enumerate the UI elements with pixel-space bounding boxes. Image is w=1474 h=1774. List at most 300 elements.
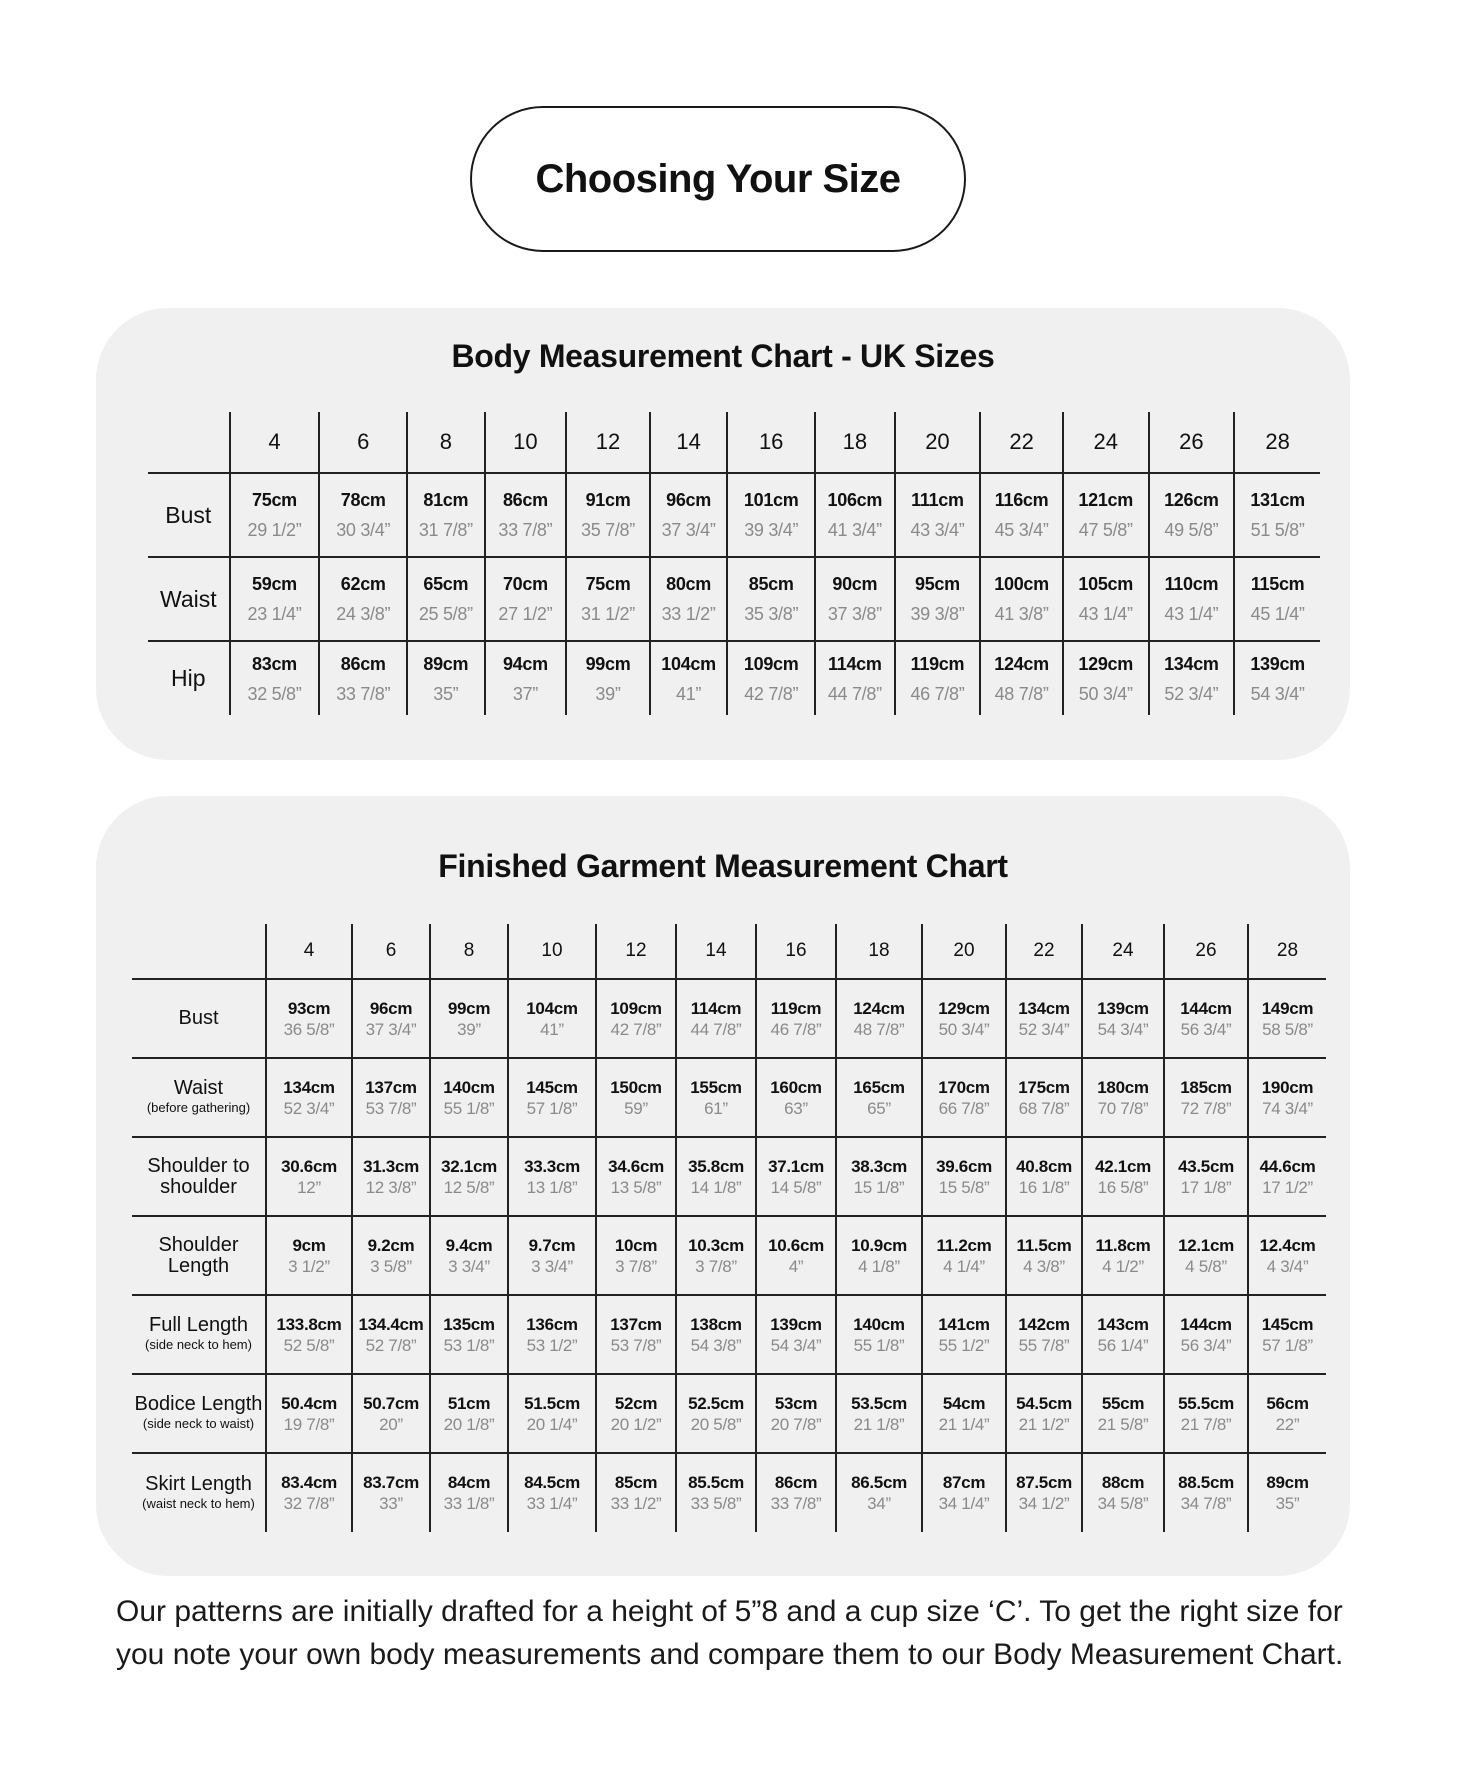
inch-value: 21 5/8” xyxy=(1097,1414,1149,1434)
inch-value: 33 7/8” xyxy=(336,683,391,704)
measurement-cell xyxy=(1063,641,1149,715)
cm-value: 35.8cm xyxy=(688,1156,744,1176)
measurement-cell xyxy=(815,641,895,715)
cm-value: 105cm xyxy=(1078,574,1133,594)
measurement-cell xyxy=(1082,1295,1164,1374)
table-row xyxy=(132,1216,1326,1295)
cm-value: 56cm xyxy=(1266,1393,1309,1413)
garment-measurement-table xyxy=(132,924,1326,1532)
inch-value: 61” xyxy=(704,1098,728,1118)
measurement-cell xyxy=(1164,1295,1248,1374)
cm-value: 96cm xyxy=(369,998,413,1018)
measurement-cell xyxy=(815,557,895,641)
inch-value: 3 3/4” xyxy=(531,1256,573,1276)
measurement-cell xyxy=(1248,1453,1326,1532)
size-header: 14 xyxy=(650,412,728,473)
cm-value: 116cm xyxy=(994,490,1049,510)
cm-value: 150cm xyxy=(610,1077,662,1097)
row-label xyxy=(132,1453,266,1532)
measurement-cell xyxy=(266,979,352,1058)
measurement-cell xyxy=(319,641,407,715)
measurement-cell xyxy=(1248,1374,1326,1453)
body-measurement-table xyxy=(148,412,1320,715)
measurement-cell xyxy=(352,979,430,1058)
table-row xyxy=(132,1453,1326,1532)
cm-value: 99cm xyxy=(585,653,631,674)
cm-value: 110cm xyxy=(1164,574,1219,594)
inch-value: 20 1/8” xyxy=(443,1414,495,1434)
measurement-cell xyxy=(352,1058,430,1137)
size-header: 28 xyxy=(1234,412,1320,473)
table-corner-cell xyxy=(132,924,266,979)
measurement-cell xyxy=(430,1295,508,1374)
cm-value: 139cm xyxy=(770,1314,822,1334)
measurement-cell xyxy=(230,557,320,641)
inch-value: 20 1/2” xyxy=(610,1414,662,1434)
measurement-cell xyxy=(836,1137,922,1216)
size-header: 12 xyxy=(566,412,650,473)
inch-value: 14 1/8” xyxy=(690,1177,742,1197)
measurement-cell xyxy=(430,1453,508,1532)
measurement-cell xyxy=(1063,473,1149,557)
measurement-cell xyxy=(1248,1137,1326,1216)
cm-value: 38.3cm xyxy=(851,1156,907,1176)
cm-value: 138cm xyxy=(690,1314,742,1334)
inch-value: 72 7/8” xyxy=(1180,1098,1232,1118)
cm-value: 50.4cm xyxy=(281,1393,337,1413)
size-header: 18 xyxy=(836,924,922,979)
cm-value: 55cm xyxy=(1101,1393,1145,1413)
inch-value: 36 5/8” xyxy=(283,1019,335,1039)
inch-value: 16 5/8” xyxy=(1097,1177,1149,1197)
measurement-cell xyxy=(352,1137,430,1216)
inch-value: 46 7/8” xyxy=(770,1019,822,1039)
cm-value: 124cm xyxy=(994,653,1049,674)
inch-value: 53 7/8” xyxy=(365,1098,417,1118)
cm-value: 119cm xyxy=(910,653,965,674)
cm-value: 85.5cm xyxy=(688,1473,744,1492)
measurement-cell xyxy=(836,1453,922,1532)
inch-value: 58 5/8” xyxy=(1262,1019,1313,1039)
size-header: 18 xyxy=(815,412,895,473)
cm-value: 87cm xyxy=(942,1473,986,1492)
inch-value: 42 7/8” xyxy=(744,683,799,704)
size-header: 24 xyxy=(1063,412,1149,473)
inch-value: 13 1/8” xyxy=(526,1177,578,1197)
cm-value: 134cm xyxy=(1164,653,1219,674)
measurement-cell xyxy=(836,1058,922,1137)
measurement-note: (side neck to hem) xyxy=(145,1337,252,1352)
measurement-cell xyxy=(1082,1453,1164,1532)
body-measurement-panel xyxy=(96,308,1350,760)
inch-value: 74 3/4” xyxy=(1262,1098,1313,1118)
measurement-cell xyxy=(836,1216,922,1295)
measurement-cell xyxy=(485,473,567,557)
inch-value: 25 5/8” xyxy=(418,604,473,624)
inch-value: 52 3/4” xyxy=(1164,683,1219,704)
inch-value: 4 3/8” xyxy=(1023,1256,1065,1276)
inch-value: 44 7/8” xyxy=(827,683,882,704)
inch-value: 43 1/4” xyxy=(1164,604,1219,624)
measurement-cell xyxy=(1164,1374,1248,1453)
measurement-cell xyxy=(266,1295,352,1374)
row-label xyxy=(132,1137,266,1216)
cm-value: 190cm xyxy=(1261,1077,1314,1097)
cm-value: 42.1cm xyxy=(1095,1156,1151,1176)
inch-value: 3 1/2” xyxy=(288,1256,330,1276)
inch-value: 39” xyxy=(457,1019,481,1039)
inch-value: 50 3/4” xyxy=(1078,683,1133,704)
cm-value: 94cm xyxy=(502,653,548,674)
measurement-cell xyxy=(1082,979,1164,1058)
cm-value: 86cm xyxy=(502,490,548,510)
cm-value: 10.6cm xyxy=(768,1235,824,1255)
inch-value: 33 7/8” xyxy=(770,1494,822,1513)
cm-value: 75cm xyxy=(252,490,297,510)
cm-value: 185cm xyxy=(1180,1077,1232,1097)
cm-value: 170cm xyxy=(938,1077,990,1097)
table-row xyxy=(132,1137,1326,1216)
measurement-cell xyxy=(756,1216,836,1295)
measurement-cell xyxy=(1006,1453,1082,1532)
cm-value: 70cm xyxy=(502,574,548,594)
cm-value: 155cm xyxy=(690,1077,742,1097)
measurement-cell xyxy=(1164,979,1248,1058)
cm-value: 9.2cm xyxy=(367,1235,415,1255)
cm-value: 11.2cm xyxy=(936,1235,992,1255)
inch-value: 32 5/8” xyxy=(247,683,302,704)
measurement-cell xyxy=(980,641,1063,715)
row-label xyxy=(132,1374,266,1453)
measurement-cell xyxy=(836,1374,922,1453)
inch-value: 54 3/4” xyxy=(1250,683,1305,704)
cm-value: 144cm xyxy=(1180,1314,1232,1334)
measurement-cell xyxy=(596,1137,676,1216)
inch-value: 39 3/8” xyxy=(910,604,965,624)
cm-value: 106cm xyxy=(827,490,883,510)
inch-value: 33 7/8” xyxy=(498,520,553,540)
size-header: 14 xyxy=(676,924,756,979)
inch-value: 54 3/4” xyxy=(1097,1019,1149,1039)
cm-value: 86.5cm xyxy=(851,1473,907,1492)
cm-value: 89cm xyxy=(1266,1473,1309,1492)
measurement-cell xyxy=(1234,557,1320,641)
cm-value: 89cm xyxy=(423,653,469,674)
measurement-cell xyxy=(508,1295,596,1374)
cm-value: 32.1cm xyxy=(441,1156,497,1176)
measurement-cell xyxy=(922,1295,1006,1374)
row-label xyxy=(132,1058,266,1137)
page-title: Choosing Your Size xyxy=(470,106,966,252)
inch-value: 4” xyxy=(788,1256,804,1276)
cm-value: 62cm xyxy=(340,574,386,594)
measurement-cell xyxy=(485,641,567,715)
measurement-cell xyxy=(566,557,650,641)
inch-value: 56 1/4” xyxy=(1097,1335,1149,1355)
cm-value: 55.5cm xyxy=(1178,1393,1234,1413)
inch-value: 31 7/8” xyxy=(418,520,473,540)
garment-measurement-panel xyxy=(96,796,1350,1576)
measurement-cell xyxy=(922,1216,1006,1295)
inch-value: 52 3/4” xyxy=(1018,1019,1070,1039)
cm-value: 119cm xyxy=(770,998,822,1018)
measurement-cell xyxy=(1006,1295,1082,1374)
size-header: 6 xyxy=(352,924,430,979)
measurement-name: Bodice Length xyxy=(134,1393,263,1415)
inch-value: 3 7/8” xyxy=(615,1256,657,1276)
inch-value: 34 1/2” xyxy=(1018,1494,1070,1513)
cm-value: 143cm xyxy=(1097,1314,1149,1334)
cm-value: 91cm xyxy=(585,490,631,510)
inch-value: 35” xyxy=(433,683,459,704)
inch-value: 17 1/8” xyxy=(1180,1177,1232,1197)
inch-value: 4 3/4” xyxy=(1266,1256,1309,1276)
inch-value: 48 7/8” xyxy=(853,1019,905,1039)
measurement-cell xyxy=(596,1453,676,1532)
measurement-cell xyxy=(895,641,981,715)
inch-value: 21 1/2” xyxy=(1018,1414,1070,1434)
size-header: 20 xyxy=(922,924,1006,979)
inch-value: 55 1/2” xyxy=(938,1335,990,1355)
measurement-cell xyxy=(980,473,1063,557)
cm-value: 9.7cm xyxy=(528,1235,576,1255)
inch-value: 34” xyxy=(867,1494,891,1513)
cm-value: 10.3cm xyxy=(688,1235,744,1255)
measurement-note: (side neck to waist) xyxy=(142,1416,255,1431)
cm-value: 44.6cm xyxy=(1259,1156,1316,1176)
row-label xyxy=(132,1295,266,1374)
measurement-cell xyxy=(1006,979,1082,1058)
cm-value: 109cm xyxy=(743,653,799,674)
measurement-cell xyxy=(266,1216,352,1295)
measurement-cell xyxy=(756,1295,836,1374)
measurement-name: Skirt Length xyxy=(145,1472,252,1495)
size-header: 20 xyxy=(895,412,981,473)
size-header: 24 xyxy=(1082,924,1164,979)
inch-value: 17 1/2” xyxy=(1262,1177,1313,1197)
measurement-cell xyxy=(1006,1058,1082,1137)
table-row xyxy=(132,1374,1326,1453)
cm-value: 126cm xyxy=(1164,490,1219,510)
measurement-cell xyxy=(407,641,485,715)
measurement-cell xyxy=(1006,1137,1082,1216)
cm-value: 85cm xyxy=(614,1473,658,1492)
inch-value: 31 1/2” xyxy=(581,604,635,624)
measurement-cell xyxy=(596,979,676,1058)
cm-value: 175cm xyxy=(1018,1077,1070,1097)
cm-value: 53cm xyxy=(774,1393,818,1413)
measurement-cell xyxy=(430,1216,508,1295)
measurement-cell xyxy=(1248,1295,1326,1374)
cm-value: 165cm xyxy=(853,1077,905,1097)
inch-value: 32 7/8” xyxy=(283,1494,335,1513)
inch-value: 55 1/8” xyxy=(443,1098,495,1118)
measurement-cell xyxy=(895,557,981,641)
inch-value: 34 1/4” xyxy=(938,1494,990,1513)
measurement-cell xyxy=(727,641,815,715)
cm-value: 109cm xyxy=(610,998,662,1018)
table-row xyxy=(132,979,1326,1058)
inch-value: 16 1/8” xyxy=(1018,1177,1070,1197)
cm-value: 90cm xyxy=(832,574,878,594)
inch-value: 20 5/8” xyxy=(690,1414,742,1434)
size-header: 26 xyxy=(1164,924,1248,979)
measurement-cell xyxy=(1234,473,1320,557)
inch-value: 51 5/8” xyxy=(1250,520,1305,540)
measurement-cell xyxy=(596,1374,676,1453)
cm-value: 83cm xyxy=(252,653,297,674)
cm-value: 51.5cm xyxy=(524,1393,580,1413)
measurement-cell xyxy=(650,473,728,557)
inch-value: 23 1/4” xyxy=(247,604,302,624)
cm-value: 139cm xyxy=(1250,653,1305,674)
size-header: 4 xyxy=(266,924,352,979)
measurement-cell xyxy=(815,473,895,557)
measurement-cell xyxy=(508,1058,596,1137)
inch-value: 4 1/8” xyxy=(858,1256,900,1276)
row-label xyxy=(132,979,266,1058)
cm-value: 34.6cm xyxy=(608,1156,664,1176)
cm-value: 145cm xyxy=(1261,1314,1314,1334)
measurement-cell xyxy=(922,1137,1006,1216)
cm-value: 133.8cm xyxy=(276,1314,342,1334)
size-header: 16 xyxy=(756,924,836,979)
sizing-note: Our patterns are initially drafted for a height of 5”8 and a cup size ‘C’. To get the right size for you note your own body measurements and compare them to our Body Measurement Chart. xyxy=(116,1595,1344,1671)
cm-value: 88cm xyxy=(1101,1473,1145,1492)
inch-value: 4 1/4” xyxy=(943,1256,985,1276)
measurement-cell xyxy=(266,1137,352,1216)
measurement-cell xyxy=(1006,1216,1082,1295)
measurement-cell xyxy=(352,1374,430,1453)
inch-value: 12” xyxy=(297,1177,321,1197)
measurement-cell xyxy=(1149,641,1235,715)
cm-value: 50.7cm xyxy=(363,1393,419,1413)
measurement-name: Full Length xyxy=(149,1314,248,1336)
inch-value: 3 7/8” xyxy=(695,1256,737,1276)
inch-value: 45 3/4” xyxy=(994,520,1049,540)
inch-value: 47 5/8” xyxy=(1078,520,1133,540)
inch-value: 33 1/2” xyxy=(610,1494,662,1513)
cm-value: 12.4cm xyxy=(1259,1235,1316,1255)
inch-value: 24 3/8” xyxy=(336,604,391,624)
cm-value: 9.4cm xyxy=(445,1235,493,1255)
measurement-cell xyxy=(430,1374,508,1453)
measurement-cell xyxy=(1234,641,1320,715)
inch-value: 54 3/4” xyxy=(770,1335,822,1355)
cm-value: 180cm xyxy=(1097,1077,1149,1097)
measurement-cell xyxy=(727,473,815,557)
size-header: 16 xyxy=(727,412,815,473)
size-header: 4 xyxy=(230,412,320,473)
cm-value: 115cm xyxy=(1250,574,1305,594)
cm-value: 88.5cm xyxy=(1178,1473,1234,1492)
inch-value: 13 5/8” xyxy=(610,1177,662,1197)
size-header: 22 xyxy=(980,412,1063,473)
inch-value: 3 3/4” xyxy=(448,1256,490,1276)
inch-value: 34 7/8” xyxy=(1180,1494,1232,1513)
cm-value: 86cm xyxy=(340,653,386,674)
inch-value: 54 3/8” xyxy=(690,1335,742,1355)
measurement-cell xyxy=(566,473,650,557)
cm-value: 137cm xyxy=(365,1077,417,1097)
measurement-cell xyxy=(266,1058,352,1137)
inch-value: 21 7/8” xyxy=(1180,1414,1232,1434)
measurement-cell xyxy=(407,557,485,641)
inch-value: 45 1/4” xyxy=(1250,604,1305,624)
inch-value: 50 3/4” xyxy=(938,1019,990,1039)
inch-value: 35 3/8” xyxy=(744,604,799,624)
table-corner-cell xyxy=(148,412,230,473)
measurement-cell xyxy=(895,473,981,557)
inch-value: 63” xyxy=(784,1098,808,1118)
inch-value: 70 7/8” xyxy=(1097,1098,1149,1118)
cm-value: 31.3cm xyxy=(363,1156,419,1176)
cm-value: 81cm xyxy=(423,490,469,510)
inch-value: 55 1/8” xyxy=(853,1335,905,1355)
inch-value: 21 1/8” xyxy=(853,1414,905,1434)
measurement-cell xyxy=(1082,1374,1164,1453)
cm-value: 12.1cm xyxy=(1178,1235,1234,1255)
measurement-cell xyxy=(266,1453,352,1532)
inch-value: 22” xyxy=(1275,1414,1300,1434)
cm-value: 11.5cm xyxy=(1016,1235,1072,1255)
cm-value: 100cm xyxy=(994,574,1049,594)
cm-value: 145cm xyxy=(526,1077,578,1097)
measurement-cell xyxy=(230,641,320,715)
inch-value: 15 5/8” xyxy=(938,1177,990,1197)
cm-value: 134cm xyxy=(1018,998,1070,1018)
inch-value: 39 3/4” xyxy=(744,520,799,540)
inch-value: 21 1/4” xyxy=(938,1414,990,1434)
cm-value: 30.6cm xyxy=(281,1156,337,1176)
inch-value: 59” xyxy=(624,1098,648,1118)
cm-value: 51cm xyxy=(447,1393,491,1413)
measurement-cell xyxy=(676,1295,756,1374)
measurement-cell xyxy=(756,1374,836,1453)
measurement-cell xyxy=(922,1374,1006,1453)
inch-value: 56 3/4” xyxy=(1180,1019,1232,1039)
cm-value: 59cm xyxy=(252,574,297,594)
measurement-cell xyxy=(756,979,836,1058)
size-header: 8 xyxy=(407,412,485,473)
cm-value: 83.7cm xyxy=(363,1473,419,1492)
cm-value: 84cm xyxy=(447,1473,491,1492)
measurement-cell xyxy=(352,1453,430,1532)
measurement-cell xyxy=(319,557,407,641)
cm-value: 93cm xyxy=(287,998,331,1018)
cm-value: 134.4cm xyxy=(358,1314,424,1334)
cm-value: 54.5cm xyxy=(1016,1393,1072,1413)
measurement-cell xyxy=(756,1058,836,1137)
cm-value: 141cm xyxy=(938,1314,990,1334)
cm-value: 39.6cm xyxy=(936,1156,992,1176)
inch-value: 35” xyxy=(1275,1494,1300,1513)
measurement-cell xyxy=(756,1137,836,1216)
measurement-note: (waist neck to hem) xyxy=(142,1495,255,1511)
size-header: 10 xyxy=(485,412,567,473)
cm-value: 144cm xyxy=(1180,998,1232,1018)
cm-value: 124cm xyxy=(853,998,905,1018)
measurement-cell xyxy=(1248,1216,1326,1295)
measurement-cell xyxy=(566,641,650,715)
cm-value: 10cm xyxy=(614,1235,658,1255)
measurement-cell xyxy=(1164,1137,1248,1216)
measurement-cell xyxy=(676,1374,756,1453)
cm-value: 87.5cm xyxy=(1016,1473,1072,1492)
inch-value: 52 7/8” xyxy=(365,1335,417,1355)
cm-value: 80cm xyxy=(666,574,711,594)
inch-value: 41 3/4” xyxy=(827,520,882,540)
